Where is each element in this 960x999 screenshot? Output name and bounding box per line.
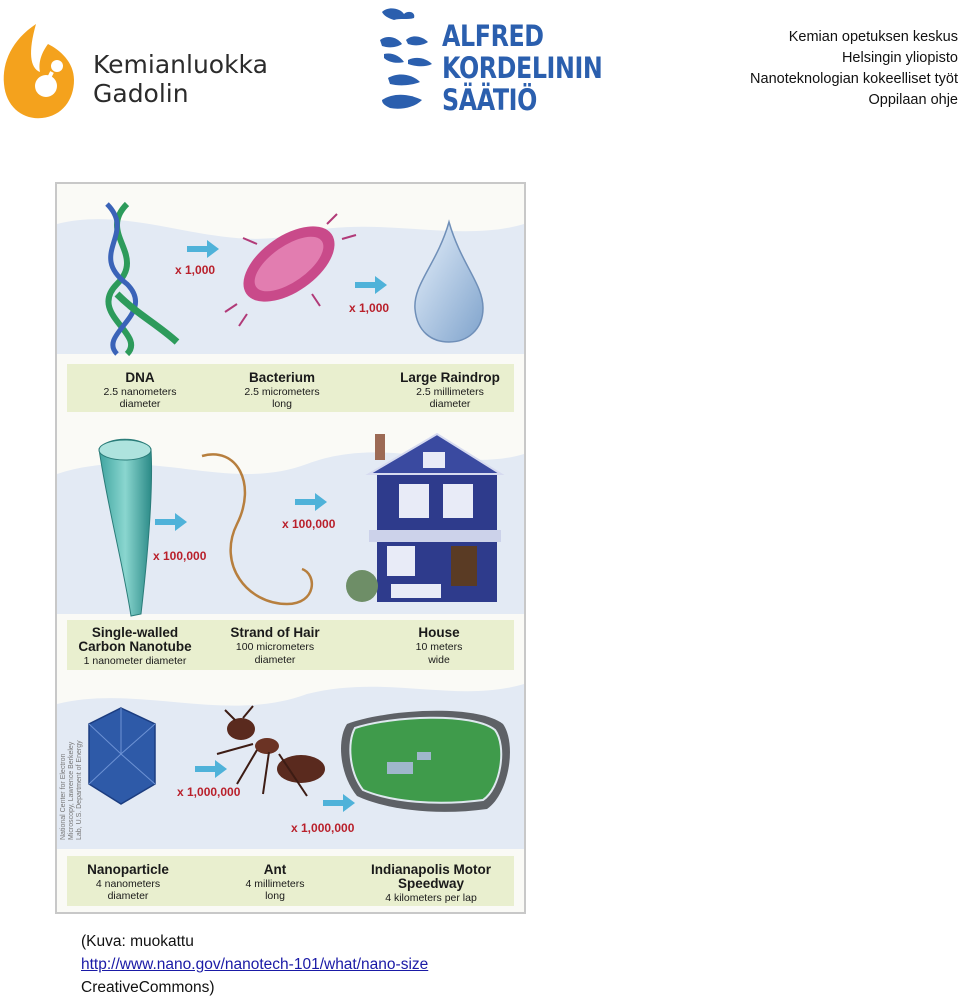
label-speedway-1: Indianapolis Motor [371, 862, 491, 877]
label-nanotube-size: 1 nanometer diameter [83, 655, 187, 667]
label-hair-size: 100 micrometers [235, 641, 315, 653]
header-line-university: Helsingin yliopisto [841, 50, 958, 66]
label-dna-measure: diameter [119, 398, 161, 410]
label-bacterium-size: 2.5 micrometers [244, 386, 320, 398]
label-raindrop-size: 2.5 millimeters [416, 386, 484, 398]
label-speedway-2: Speedway [397, 876, 465, 891]
multiplier-row2-b: x 100,000 [282, 517, 336, 531]
source-link[interactable]: http://www.nano.gov/nanotech-101/what/nano-size [81, 956, 429, 973]
label-raindrop-measure: diameter [429, 398, 471, 410]
credit-line1: National Center for Electron [60, 753, 67, 840]
caption-line1: (Kuva: muokattu [81, 933, 194, 950]
gadolin-dot-small [51, 60, 63, 72]
nano-scale-figure [55, 182, 526, 914]
kordelin-faces-logo [378, 4, 438, 119]
credit-line3: Lab, U.S. Department of Energy [76, 740, 83, 840]
nanoparticle-illustration [89, 708, 155, 804]
label-ant-measure: long [265, 890, 285, 902]
gadolin-wordmark [93, 50, 268, 108]
kordelin-wordmark [442, 20, 602, 116]
header-info [750, 27, 958, 111]
label-house-size: 10 meters [415, 641, 463, 653]
multiplier-row1-a: x 1,000 [175, 263, 216, 277]
label-nanoparticle-size: 4 nanometers [95, 878, 161, 890]
credit-line2: Microscopy, Lawrence Berkeley [68, 741, 75, 840]
label-nanoparticle-measure: diameter [107, 890, 149, 902]
kordelin-line3: SÄÄTIÖ [442, 83, 537, 117]
label-dna: DNA [125, 370, 155, 385]
multiplier-row2-a: x 100,000 [153, 549, 207, 563]
multiplier-row1-b: x 1,000 [349, 301, 390, 315]
gadolin-link [49, 72, 52, 78]
label-bacterium-measure: long [272, 398, 292, 410]
kordelin-line2: KORDELININ [442, 51, 603, 85]
label-hair-measure: diameter [254, 654, 296, 666]
label-nanotube-1: Single-walled [91, 625, 179, 640]
caption-line3: CreativeCommons) [81, 979, 215, 996]
label-ant-size: 4 millimeters [245, 878, 305, 890]
label-speedway-size: 4 kilometers per lap [385, 892, 477, 904]
label-raindrop: Large Raindrop [400, 370, 500, 385]
gadolin-dot-large [35, 75, 57, 97]
figure-caption [81, 930, 428, 999]
label-house: House [418, 625, 460, 640]
label-nanotube-2: Carbon Nanotube [78, 639, 192, 654]
label-house-measure: wide [428, 654, 450, 666]
header-line-course: Nanoteknologian kokeelliset työt [750, 71, 958, 87]
multiplier-row3-b: x 1,000,000 [291, 821, 355, 835]
label-hair: Strand of Hair [230, 625, 320, 640]
multiplier-row3-a: x 1,000,000 [177, 785, 241, 799]
header-line-center: Kemian opetuksen keskus [788, 29, 958, 45]
speedway-illustration [341, 711, 510, 812]
gadolin-line1: Kemianluokka [93, 50, 268, 79]
label-bacterium: Bacterium [248, 370, 316, 385]
kordelin-line1: ALFRED [442, 19, 544, 53]
gadolin-flame-mark [4, 24, 74, 118]
scale-illustration [57, 184, 524, 912]
image-credit [60, 740, 83, 840]
gadolin-line2: Gadolin [93, 79, 189, 108]
label-nanoparticle: Nanoparticle [87, 862, 169, 877]
header-line-doc-type: Oppilaan ohje [868, 92, 958, 108]
label-dna-size: 2.5 nanometers [103, 386, 177, 398]
label-ant: Ant [263, 862, 287, 877]
